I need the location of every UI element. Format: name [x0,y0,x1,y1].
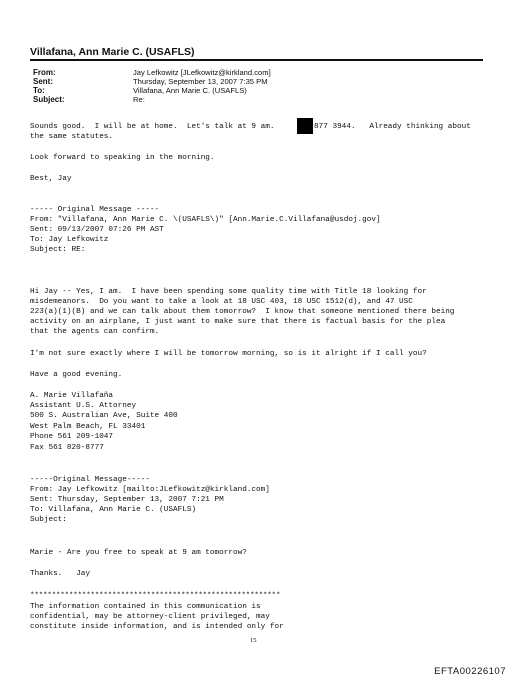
body-line: the same statutes. [30,133,114,141]
body-line: I'm not sure exactly where I will be tomorrow morning, so is it alright if I call you? [30,350,427,358]
signature-name: A. Marie Villafaña [30,392,114,400]
header-divider [30,59,483,61]
original-message-divider: ----- Original Message ----- [30,206,160,214]
disclaimer-line: confidential, may be attorney-client privileged, may [30,613,270,621]
header-sender-name: Villafana, Ann Marie C. (USAFLS) [30,46,195,58]
body-line: 223(a)(1)(B) and we can talk about them tomorrow? I know that someone mentioned there being [30,308,455,316]
disclaimer-line: The information contained in this communication is [30,603,261,611]
redaction-block [297,118,313,134]
original-sent: Sent: 09/13/2007 07:26 PM AST [30,226,164,234]
body-line: 877 3944. Already thinking about [314,123,471,131]
sent-value: Thursday, September 13, 2007 7:35 PM [133,77,268,86]
signature-city: West Palm Beach, FL 33401 [30,423,146,431]
original-message-divider: -----Original Message----- [30,476,150,484]
to-value: Villafana, Ann Marie C. (USAFLS) [133,86,247,95]
body-line: activity on an airplane, I just want to make sure that there is factual basis for the plea [30,318,446,326]
disclaimer-separator: ********************************************************** [30,592,281,600]
disclaimer-line: constitute inside information, and is intended only for [30,623,284,631]
signature-title: Assistant U.S. Attorney [30,402,137,410]
original-to: To: Jay Lefkowitz [30,236,109,244]
signature-fax: Fax 561 820-8777 [30,444,104,452]
subject-value: Re: [133,95,145,104]
from-label: From: [33,68,56,77]
page-number: 15 [250,637,257,644]
subject-label: Subject: [33,95,65,104]
to-label: To: [33,86,45,95]
original-from: From: "Villafana, Ann Marie C. \(USAFLS\)" [Ann.Marie.C.Villafana@usdoj.gov] [30,216,381,224]
original-from: From: Jay Lefkowitz [mailto:JLefkowitz@kirkland.com] [30,486,270,494]
body-line: Hi Jay -- Yes, I am. I have been spending some quality time with Title 18 looking for [30,288,427,296]
body-line: Have a good evening. [30,371,123,379]
original-subject: Subject: RE: [30,246,86,254]
signature-phone: Phone 561 209-1047 [30,433,114,441]
sign-off: Best, Jay [30,175,72,183]
body-line: that the agents can confirm. [30,328,160,336]
body-line: Look forward to speaking in the morning. [30,154,215,162]
bates-number: EFTA00226107 [434,666,506,677]
sign-off: Thanks. Jay [30,570,90,578]
body-line: Sounds good. I will be at home. Let's talk at 9 am. [30,123,275,131]
from-value: Jay Lefkowitz [JLefkowitz@kirkland.com] [133,68,271,77]
original-subject: Subject: [30,516,67,524]
signature-address: 500 S. Australian Ave, Suite 400 [30,412,178,420]
original-sent: Sent: Thursday, September 13, 2007 7:21 PM [30,496,224,504]
sent-label: Sent: [33,77,53,86]
body-line: Marie - Are you free to speak at 9 am tomorrow? [30,549,247,557]
original-to: To: Villafana, Ann Marie C. (USAFLS) [30,506,197,514]
body-line: misdemeanors. Do you want to take a look at 18 USC 403, 18 USC 1512(d), and 47 USC [30,298,413,306]
